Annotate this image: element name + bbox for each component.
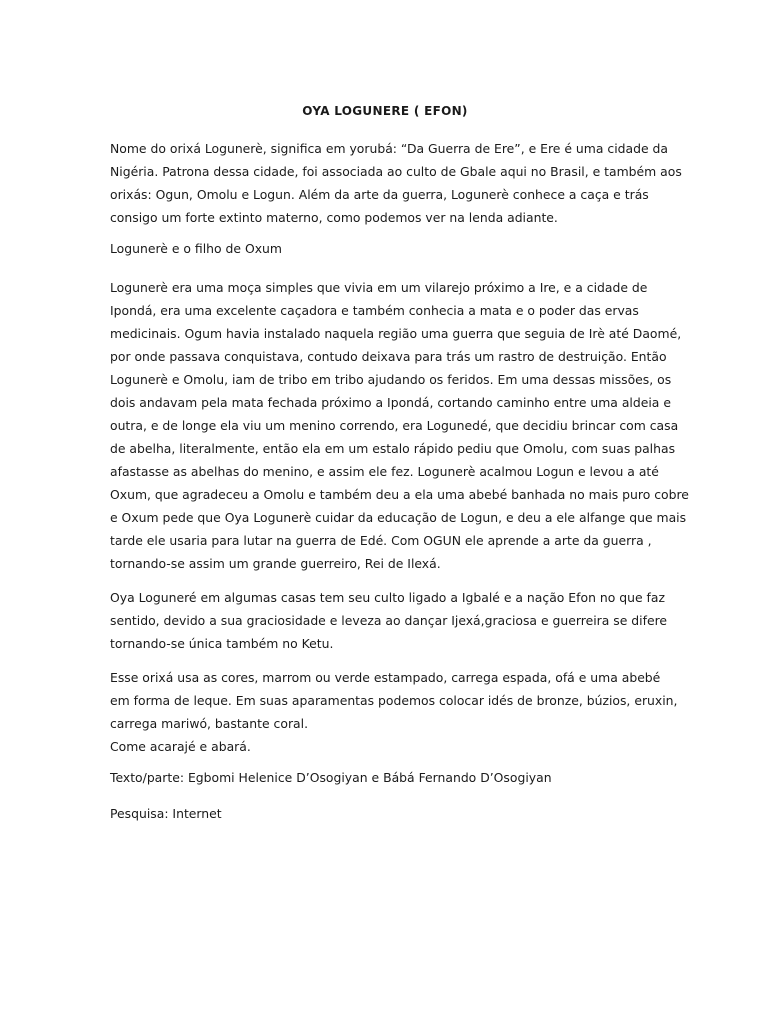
text-line: Come acarajé e abará. <box>110 739 251 754</box>
text-line: em forma de leque. Em suas aparamentas podemos colocar idés de bronze, búzios, eruxin, <box>110 693 678 708</box>
text-line: carrega mariwó, bastante coral. <box>110 716 309 731</box>
text-line: Oya Loguneré em algumas casas tem seu culto ligado a Igbalé e a nação Efon no que faz <box>110 590 665 605</box>
section-subtitle: Logunerè e o filho de Oxum <box>110 241 282 256</box>
text-line: Nigéria. Patrona dessa cidade, foi associada ao culto de Gbale aqui no Brasil, e também aos <box>110 164 682 179</box>
text-line: orixás: Ogun, Omolu e Logun. Além da arte da guerra, Logunerè conhece a caça e trás <box>110 187 649 202</box>
text-line: Logunerè era uma moça simples que vivia em um vilarejo próximo a Ire, e a cidade de <box>110 280 648 295</box>
text-line: tarde ele usaria para lutar na guerra de Edé. Com OGUN ele aprende a arte da guerra , <box>110 533 652 548</box>
text-line: Nome do orixá Logunerè, significa em yorubá: “Da Guerra de Ere”, e Ere é uma cidade da <box>110 141 668 156</box>
text-line: medicinais. Ogum havia instalado naquela região uma guerra que seguia de Irè até Daomé, <box>110 326 682 341</box>
cores-paragraph <box>110 666 678 758</box>
story-paragraph <box>110 276 689 575</box>
text-line: consigo um forte extinto materno, como podemos ver na lenda adiante. <box>110 210 558 225</box>
text-line: Ipondá, era uma excelente caçadora e também conhecia a mata e o poder das ervas <box>110 303 639 318</box>
text-line: tornando-se assim um grande guerreiro, Rei de Ilexá. <box>110 556 441 571</box>
text-line: por onde passava conquistava, contudo deixava para trás um rastro de destruição. Então <box>110 349 667 364</box>
credits-line: Texto/parte: Egbomi Helenice D’Osogiyan e Bábá Fernando D’Osogiyan <box>110 770 552 785</box>
text-line: sentido, devido a sua graciosidade e leveza ao dançar Ijexá,graciosa e guerreira se difere <box>110 613 668 628</box>
document-page <box>110 102 689 841</box>
text-line: afastasse as abelhas do menino, e assim ele fez. Logunerè acalmou Logun e levou a até <box>110 464 659 479</box>
text-line: tornando-se única também no Ketu. <box>110 636 334 651</box>
text-line: dois andavam pela mata fechada próximo a Ipondá, cortando caminho entre uma aldeia e <box>110 395 671 410</box>
text-line: outra, e de longe ela viu um menino correndo, era Logunedé, que decidiu brincar com casa <box>110 418 679 433</box>
research-line: Pesquisa: Internet <box>110 806 222 821</box>
document-title: OYA LOGUNERE ( EFON) <box>302 104 468 118</box>
text-line: Oxum, que agradeceu a Omolu e também deu a ela uma abebé banhada no mais puro cobre <box>110 487 689 502</box>
text-line: de abelha, literalmente, então ela em um estalo rápido pediu que Omolu, com suas palhas <box>110 441 676 456</box>
text-line: e Oxum pede que Oya Logunerè cuidar da educação de Logun, e deu a ele alfange que mais <box>110 510 687 525</box>
intro-paragraph <box>110 137 682 229</box>
text-line: Logunerè e Omolu, iam de tribo em tribo ajudando os feridos. Em uma dessas missões, os <box>110 372 672 387</box>
text-line: Esse orixá usa as cores, marrom ou verde estampado, carrega espada, ofá e uma abebé <box>110 670 661 685</box>
culto-paragraph <box>110 586 668 655</box>
